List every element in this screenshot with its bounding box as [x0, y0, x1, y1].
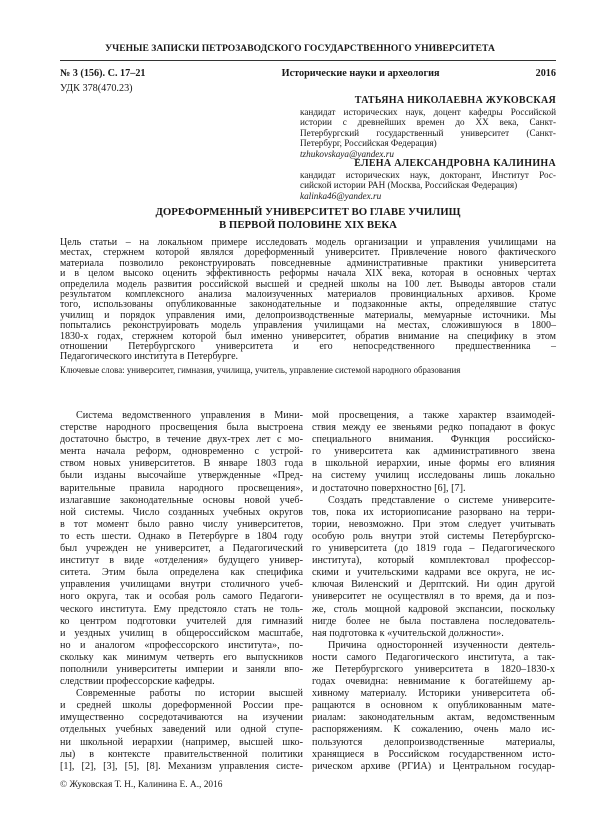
text-line: Создать представление о системе университе-: [328, 494, 555, 506]
text-line: излагавшие законодательные основы новой учеб-: [60, 494, 303, 506]
text-line: риалам: законодательным актам, ведомственным: [312, 712, 555, 724]
author-email[interactable]: kalinka46@yandex.ru: [300, 190, 382, 201]
body-column-right: [312, 410, 555, 773]
text-line: и в целом высоко оценить эффективность реформы начала XIX века, которая в основных чертах: [60, 268, 556, 280]
text-line: в тот момент было равно числу университетов,: [60, 518, 303, 530]
text-line: Причина односторонней изученности деятель-: [328, 639, 555, 651]
text-line: мой просвещения, а также характер взаимодей-: [312, 410, 555, 421]
text-line: ко центром подготовки учителей для гимназий: [60, 615, 303, 627]
udk-code: УДК 378(470.23): [60, 83, 133, 94]
text-line: имущественно сосредотачиваются на изучении: [60, 712, 303, 724]
text-line: хивному материалу. Историки университета об-: [312, 688, 555, 700]
text-line: и уездных училищ в общероссийском масштабе,: [60, 627, 303, 639]
text-line: 1830-х годах, стержнем которой был именно университет, обратив внимание на специфику в этом: [60, 330, 556, 342]
text-line: особую роль внутри этой системы Петербургско-: [312, 530, 555, 542]
text-line: ни школьной иерархии (например, высшей шко-: [60, 736, 303, 748]
text-line: рическом архиве (РГИА) и Центральном государ-: [312, 760, 555, 772]
text-line: местах, стержнем которой являлся дореформенный университет. Привлечение нового фактического: [60, 247, 556, 259]
text-line: институт в виде «отделения» будущего универ-: [60, 555, 303, 567]
text-line: ной системы. Число созданных учебных округов: [60, 506, 303, 518]
author-affiliation: [300, 107, 556, 149]
text-line: го университета как административного звена: [312, 446, 555, 458]
issue-meta-row: [60, 68, 556, 80]
text-line: достаточно быстро, в течение двух-трех лет с мо-: [60, 434, 303, 446]
text-line: Современные работы по истории высшей: [76, 688, 303, 700]
author-affiliation: [300, 170, 556, 191]
text-line: годах очевидна: невнимание к богатейшему ар-: [312, 676, 555, 688]
text-line: определила модель развития российской высшей и средней школы на 100 лет. Выводы авторов стали: [60, 278, 556, 290]
author-name: ЕЛЕНА АЛЕКСАНДРОВНА КАЛИНИНА: [354, 158, 556, 169]
text-line: скольку как минимум четверть его выпускников: [60, 651, 303, 663]
text-line: ствия между ее звеньями редко попадают в фокус: [312, 422, 555, 434]
text-line: пользуются делопроизводственные материалы,: [312, 736, 555, 748]
text-line: ного округа, так и особая роль самого Педагоги-: [60, 591, 303, 603]
text-line: попытались реконструировать модель управления училищами на местах, сложившуюся в 1800–: [60, 320, 556, 332]
text-line: и достаточно поверхностно [6], [7].: [312, 482, 466, 494]
title-line: В ПЕРВОЙ ПОЛОВИНЕ XIX ВЕКА: [219, 219, 397, 231]
abstract: [60, 238, 556, 363]
issue-pages: № 3 (156). С. 17–21: [60, 68, 146, 79]
text-line: и средней школы дореформенной России пре-: [60, 700, 303, 712]
author-email[interactable]: tzhukovskaya@yandex.ru: [300, 148, 394, 159]
text-line: же Петербургского университета в 1820–1830-х: [312, 663, 555, 675]
text-line: Педагогического института в Петербурге.: [60, 351, 239, 363]
text-line: ключая Виленский и Дерптский. Ни один другой: [312, 579, 555, 591]
keywords: Ключевые слова: университет, гимназия, училища, учитель, управление системой народного образования: [60, 365, 461, 375]
text-line: был учрежден не университет, а Педагогический: [60, 543, 303, 555]
text-line: управления училищами внутри столичного учеб-: [60, 579, 303, 591]
text-line: специального внимания. Функция российско-: [312, 434, 555, 446]
journal-title: УЧЕНЫЕ ЗАПИСКИ ПЕТРОЗАВОДСКОГО ГОСУДАРСТВЕННОГО УНИВЕРСИТЕТА: [105, 43, 495, 54]
text-line: лы) в контексте правительственной политики: [60, 748, 303, 760]
text-line: института), который комплектовал профессор-: [312, 555, 555, 567]
text-line: ством новых университетов. В январе 1803 года: [60, 458, 303, 470]
text-line: ращаются в основном к опубликованным мате-: [312, 700, 555, 712]
text-line: тории, невозможно. При этом следует учитывать: [312, 518, 555, 530]
text-line: отношении Петербургского университета и его непосредственного предшественника –: [60, 341, 556, 353]
text-line: же, столь мощной кадровой экспансии, поскольку: [312, 603, 555, 615]
text-line: результатом комплексного анализа малоизученных материалов провинциальных архивов. Кроме: [60, 289, 556, 301]
text-line: сийской истории РАН (Москва, Российская Федерация): [300, 180, 518, 190]
text-line: ситета. Этим была определена как специфика: [60, 567, 303, 579]
text-line: мента начала реформ, одновременно с устрой-: [60, 446, 303, 458]
text-line: на систему училищ исследованы лишь локально: [312, 470, 555, 482]
text-line: университет не осуществлял в то время, да и поз-: [312, 591, 555, 603]
header-divider: [60, 60, 556, 61]
authors-block: [300, 96, 556, 201]
text-line: то есть шести. Однако в Петербурге в 1804 году: [60, 530, 303, 542]
text-line: Петербургский государственный университет (Санкт-: [300, 127, 556, 138]
text-line: училищ и порядок управления ими, делопроизводственные материалы, мемуарные источники. Мы: [60, 309, 556, 321]
copyright-notice: © Жуковская Т. Н., Калинина Е. А., 2016: [60, 780, 223, 790]
paragraph: [312, 410, 555, 495]
text-line: в школьной иерархии, иные формы его влияния: [312, 458, 555, 470]
text-line: стерстве народного просвещения была выстроена: [60, 422, 303, 434]
text-line: варительные правила народного просвещения»,: [60, 482, 303, 494]
text-line: но и аналогом «профессорского института», по-: [60, 639, 303, 651]
text-line: отдельных учебных заведений или одной ступе-: [60, 724, 303, 736]
text-line: ческого института. Ему предстояло стать не толь-: [60, 603, 303, 615]
body-column-left: [60, 410, 303, 773]
text-line: го университета (до 1819 года – Педагогического: [312, 543, 555, 555]
text-line: Цель статьи – на локальном примере исследовать модель организации и управления училищами на: [60, 237, 556, 248]
paragraph: [312, 640, 555, 773]
text-line: были изданы высочайше утвержденные «Пред-: [60, 470, 303, 482]
text-line: [1], [2], [3], [5], [8]. Механизм управления систе-: [60, 760, 303, 772]
paragraph: [60, 688, 303, 773]
text-line: ная подготовка к «учительской должности».: [312, 627, 504, 639]
paragraph: [312, 495, 555, 640]
author-2: [300, 159, 556, 201]
text-line: распоряжениям. К сожалению, очень мало ис-: [312, 724, 555, 736]
text-line: кандидат исторических наук, докторант, Институт Рос-: [300, 169, 556, 180]
text-line: Петербург, Российская Федерация): [300, 138, 437, 148]
text-line: кандидат исторических наук, доцент кафедры Российской: [300, 106, 556, 117]
issue-year: 2016: [535, 68, 556, 79]
text-line: следствии профессорские кафедры.: [60, 676, 215, 688]
text-line: скими и учительскими кадрами все округа, не ис-: [312, 567, 555, 579]
journal-section: Исторические науки и археология: [281, 68, 440, 79]
text-line: истории с древнейших времен до XX века, Санкт-: [300, 117, 556, 127]
author-1: [300, 96, 556, 159]
text-line: тов, пока их историописание разорвано на терри-: [312, 506, 555, 518]
text-line: нигде более не была поставлена последователь-: [312, 615, 555, 627]
text-line: ности самого Педагогического института, а так-: [312, 651, 555, 663]
article-title: [0, 206, 600, 232]
author-name: ТАТЬЯНА НИКОЛАЕВНА ЖУКОВСКАЯ: [354, 95, 556, 106]
text-line: материала позволило реконструировать повседневные административные практики университета: [60, 257, 556, 269]
text-line: хранящиеся в Российском государственном исто-: [312, 748, 555, 760]
title-line: ДОРЕФОРМЕННЫЙ УНИВЕРСИТЕТ ВО ГЛАВЕ УЧИЛИЩ: [155, 206, 461, 218]
text-line: пополнили университеты империи и заняли впо-: [60, 663, 303, 675]
paragraph: [60, 410, 303, 688]
text-line: того, использованы опубликованные законодательные и подзаконные акты, определявшие статус: [60, 299, 556, 311]
text-line: Система ведомственного управления в Мини-: [76, 410, 303, 421]
